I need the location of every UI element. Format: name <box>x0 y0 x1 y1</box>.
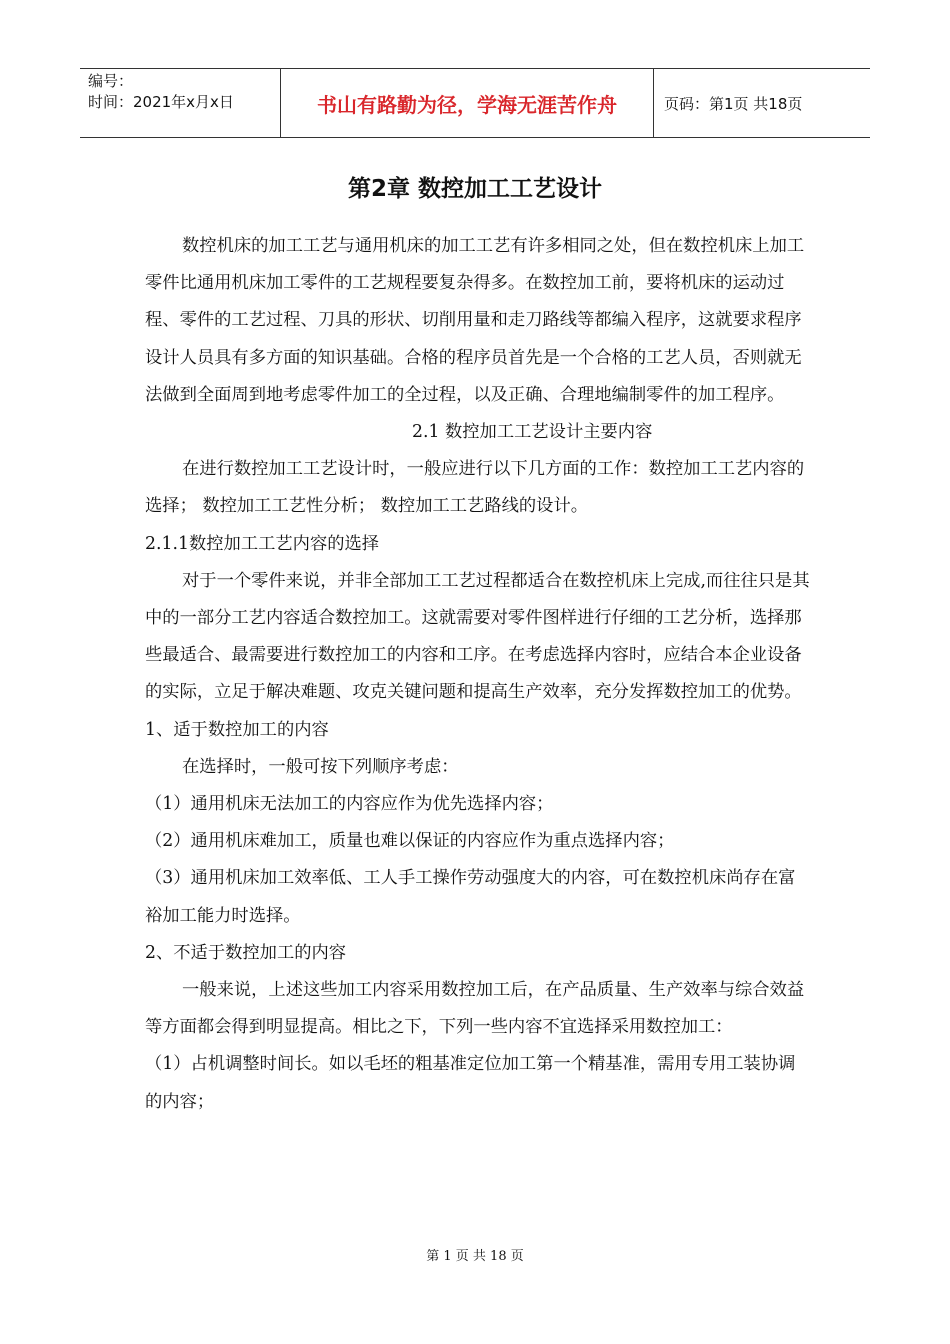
header-table <box>80 68 870 138</box>
page-footer: 第 1 页 共 18 页 <box>426 1249 524 1264</box>
subsection-heading-2-1-1: 2.1.1数控加工工艺内容的选择 <box>145 533 380 554</box>
list-heading-suitable: 1、适于数控加工的内容 <box>145 719 329 740</box>
paragraph-comparison: 一般来说，上述这些加工内容采用数控加工后，在产品质量、生产效率与综合效益等方面都会得到明显提高。相比之下，下列一些内容不宜选择采用数控加工： <box>145 980 805 1038</box>
paragraph-work-items: 在进行数控加工工艺设计时，一般应进行以下几方面的工作：数控加工工艺内容的选择； 数控加工工艺性分析； 数控加工工艺路线的设计。 <box>145 459 805 517</box>
list-item: （1）占机调整时间长。如以毛坯的粗基准定位加工第一个精基准，需用专用工装协调的内容； <box>145 1054 796 1112</box>
header-left-cell <box>80 69 280 137</box>
section-heading-2-1: 2.1 数控加工工艺设计主要内容 <box>412 422 653 443</box>
chapter-title: 第2章 数控加工工艺设计 <box>347 176 602 202</box>
time-label: 时间：2021年x月x日 <box>88 93 234 111</box>
paragraph-intro: 数控机床的加工工艺与通用机床的加工工艺有许多相同之处，但在数控机床上加工零件比通用机床加工零件的工艺规程要复杂得多。在数控加工前，要将机床的运动过程、零件的工艺过程、刀具的形状、切削用量和走刀路线等都编入程序，这就要求程序设计人员具有多方面的知识基础。合格的程序员首先是一个合格的工艺人员，否则就无法做到全面周到地考虑零件加工的全过程，以及正确、合理地编制零件的加工程序。 <box>145 236 805 405</box>
list-item: （1）通用机床无法加工的内容应作为优先选择内容； <box>145 794 554 815</box>
list-item: （3）通用机床加工效率低、工人手工操作劳动强度大的内容，可在数控机床尚存在富裕加工能力时选择。 <box>145 868 796 926</box>
list-heading-unsuitable: 2、不适于数控加工的内容 <box>145 942 347 963</box>
list-item: （2）通用机床难加工，质量也难以保证的内容应作为重点选择内容； <box>145 831 675 852</box>
number-label: 编号： <box>88 72 134 90</box>
motto-text: 书山有路勤为径，学海无涯苦作舟 <box>317 92 617 117</box>
paragraph-order: 在选择时，一般可按下列顺序考虑： <box>182 756 459 777</box>
header-page-info-cell <box>654 69 870 137</box>
header-motto-cell <box>280 69 654 137</box>
body-text <box>145 228 811 1121</box>
page-info: 页码：第1页 共18页 <box>664 94 803 113</box>
paragraph-selection: 对于一个零件来说，并非全部加工工艺过程都适合在数控机床上完成,而往往只是其中的一部分工艺内容适合数控加工。这就需要对零件图样进行仔细的工艺分析，选择那些最适合、最需要进行数控加工的内容和工序。在考虑选择内容时，应结合本企业设备的实际，立足于解决难题、攻克关键问题和提高生产效率，充分发挥数控加工的优势。 <box>145 570 810 703</box>
